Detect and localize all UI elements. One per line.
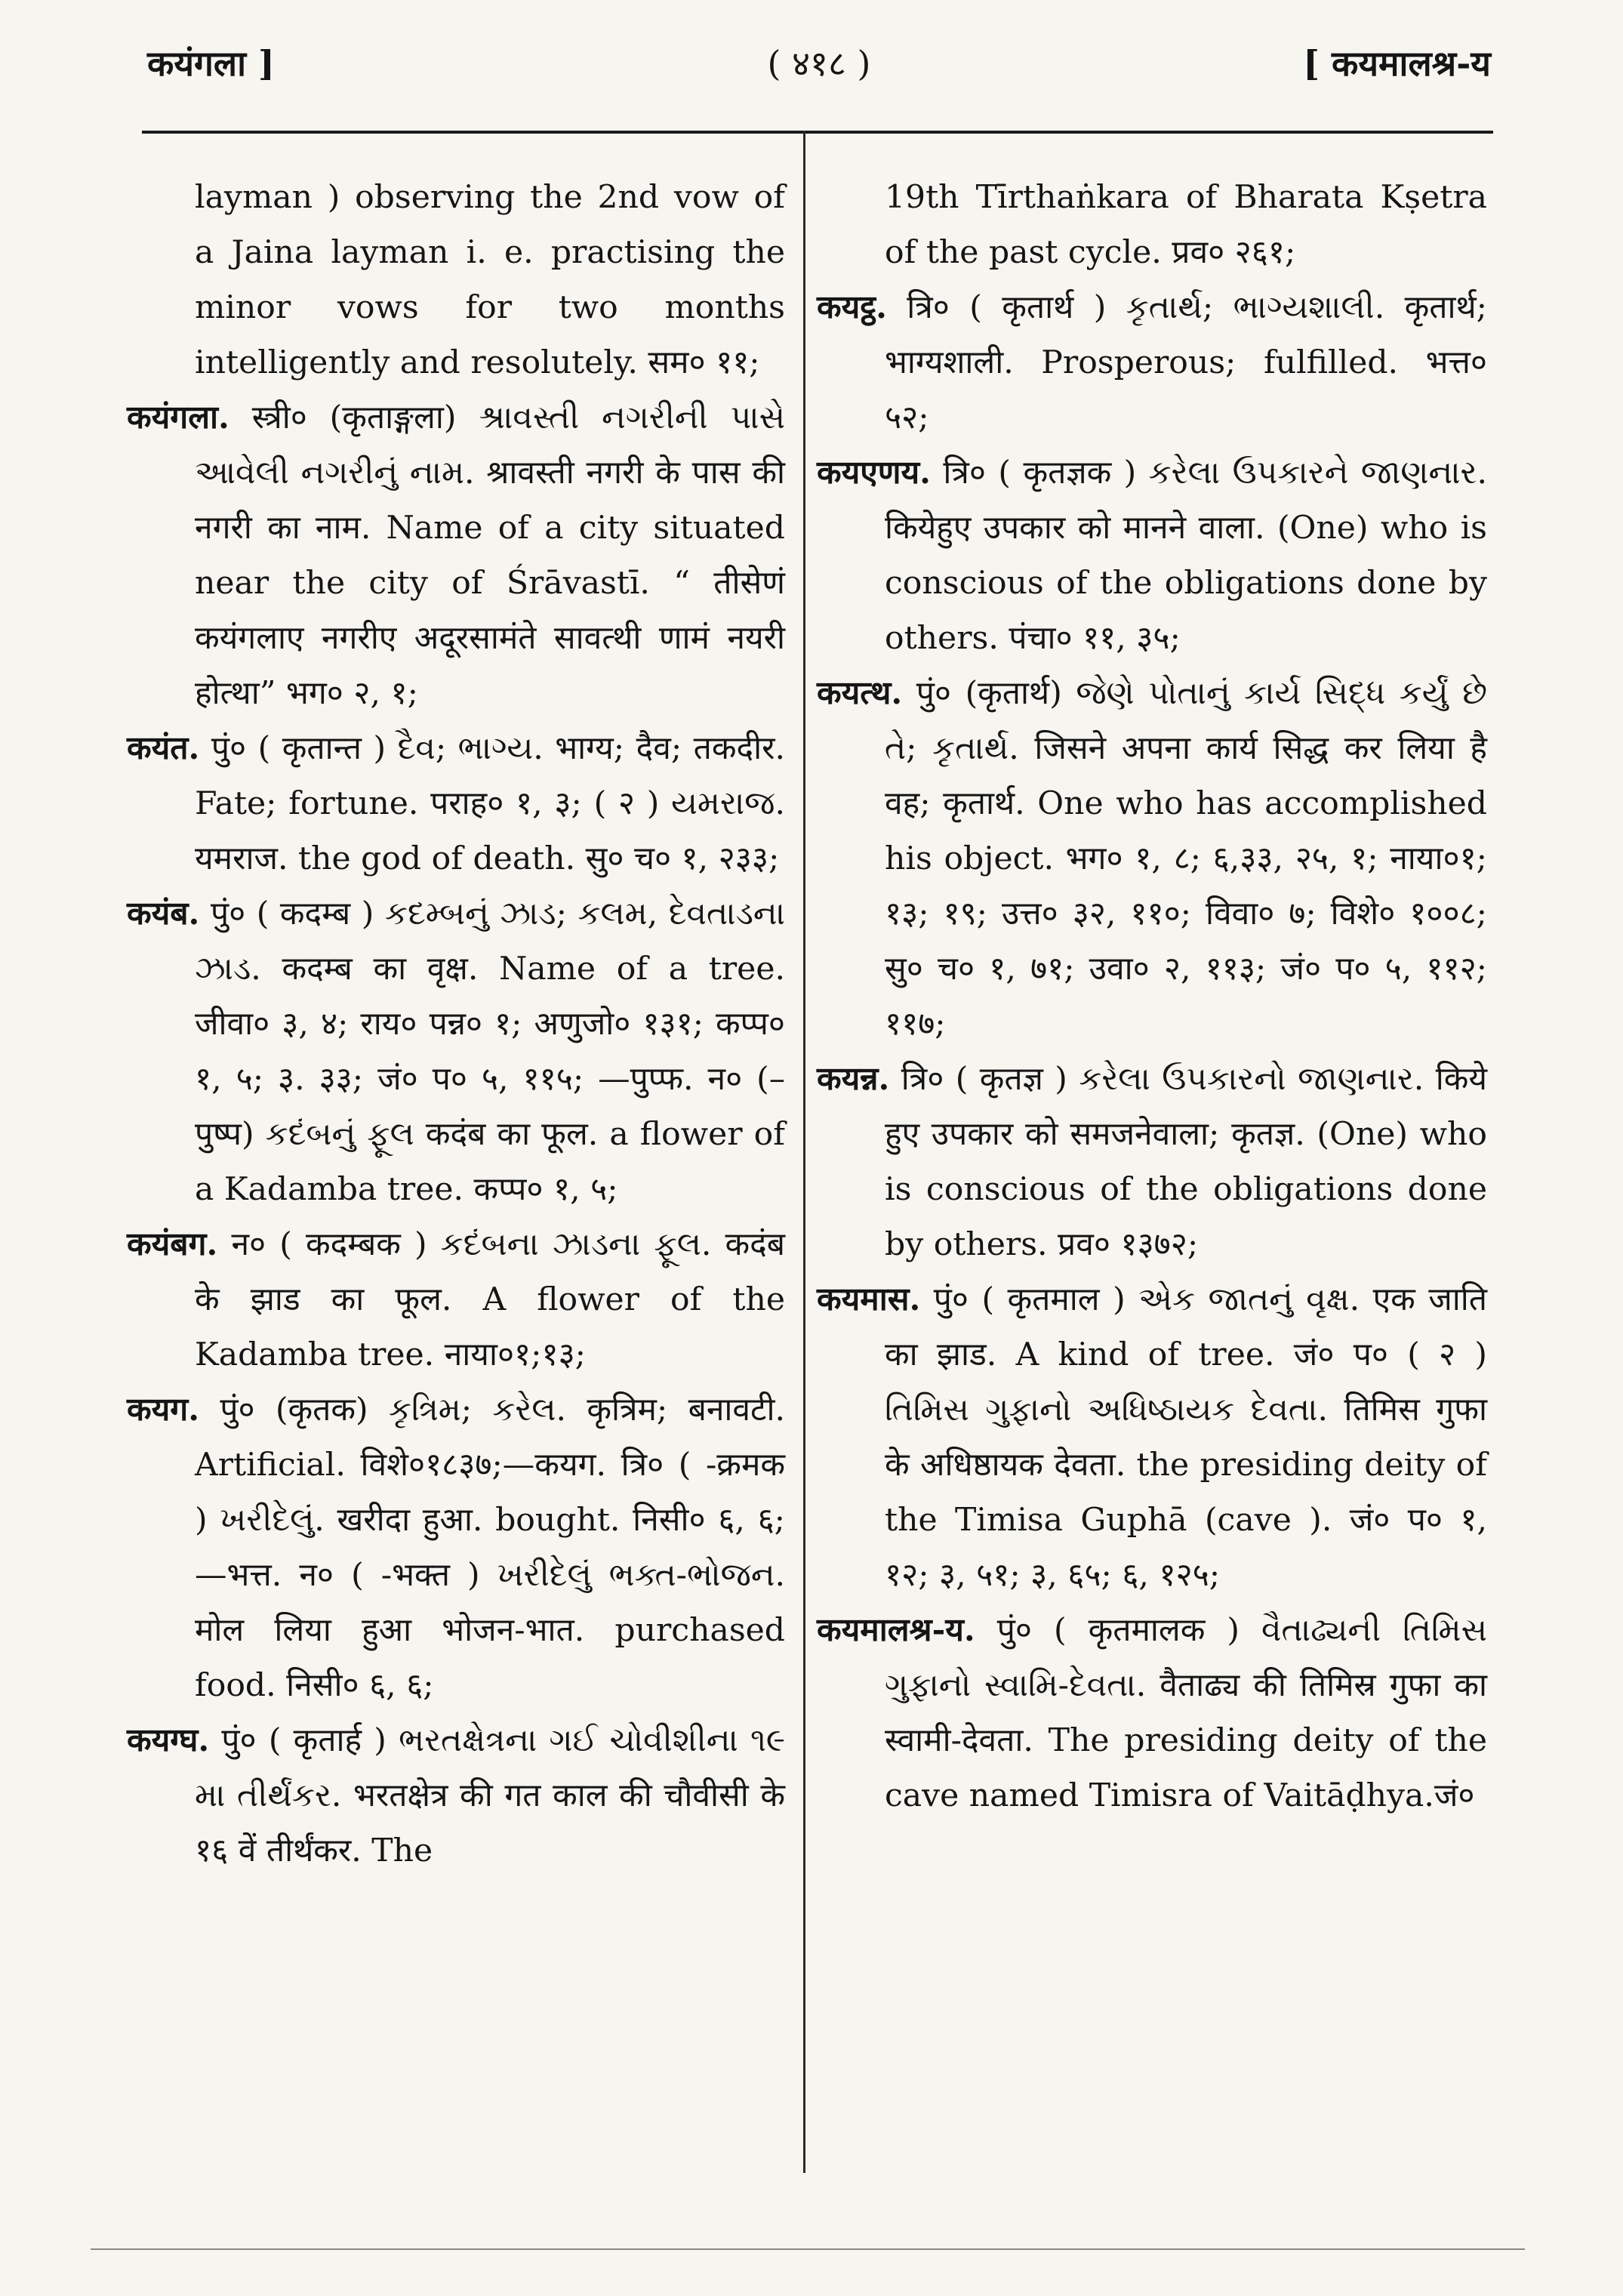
entry-definition: त्रि० ( कृतार्थ ) કૃતાર્થ; ભાગ્યશાલી. कृतार्थ; भाग्यशाली. Prosperous; fulfilled. भत्त० ५२; — [885, 289, 1487, 436]
header-left-guide-word: कयंगला ] — [147, 43, 275, 84]
entry-headword: कयमालश्र-य. — [817, 1611, 975, 1649]
dictionary-entry — [127, 1382, 785, 1713]
entry-headword: कयमास. — [817, 1281, 921, 1318]
entry-headword: कयंबग. — [127, 1225, 218, 1263]
entry-definition: पुं० ( कृतमाल ) એક જાતનું વૃક્ષ. एक जाति का झाड. A kind of tree. जं० प० ( २ ) તિમિસ ગુફાનો અધિષ્ઠાયક દેવતા. तिमिस गुफा के अधिष्ठायक देवता. the presiding deity of the Timisa Guphā (cave ). जं० प० १, १२; ३, ५१; ३, ६५; ६, १२५; — [885, 1281, 1487, 1594]
dictionary-entry — [817, 280, 1487, 445]
dictionary-entry — [127, 1713, 785, 1878]
entry-definition: स्त्री० (कृताङ्गला) શ્રાવસ્તી નગરીની પાસે આવેલી નગરીનું નામ. श्रावस्ती नगरी के पास की नगरी का नाम. Name of a city situated near the city of Śrāvastī. “ तीसेणं कयंगलाए नगरीए अदूरसामंते सावत्थी णामं नयरी होत्था” भग० २, १; — [195, 399, 785, 712]
continuation-text: layman ) observing the 2nd vow of a Jaina layman i. e. practising the minor vows for two months intelligently and resolutely. सम० ११; — [195, 179, 785, 381]
entry-definition: पुं० ( कृतान्त ) દૈવ; ભાગ્ય. भाग्य; दैव; तकदीर. Fate; fortune. पराह० १, ३; ( २ ) યમરાજ. यमराज. the god of death. सु० च० १, २३३; — [195, 730, 786, 877]
header-right-guide-word: [ कयमालश्र-य — [1303, 43, 1491, 84]
dictionary-entry — [817, 1052, 1487, 1272]
entry-definition: पुं० ( कृतमालक ) વૈતાઢ્યની તિમિસ ગુફાનો સ્વામિ-દેવતા. वैताढ्य की तिमिस्र गुफा का स्वामी-देवता. The presiding deity of the cave named Timisra of Vaitāḍhya.जं० — [885, 1612, 1487, 1814]
page-header — [147, 39, 1491, 94]
right-column — [817, 170, 1487, 1823]
entry-definition: पुं० ( कदम्ब ) કદમ્બનું ઝાડ; કલમ, દેવતાડના ઝાડ. कदम्ब का वृक्ष. Name of a tree. जीवा० ३, ४; राय० पन्न० १; अणुजो० १३१; कप्प० १, ५; ३. ३३; जं० प० ५, ११५; —पुप्फ. न० (–पुष्प) કદંબનું ફૂલ कदंब का फूल. a flower of a Kadamba tree. कप्प० १, ५; — [195, 895, 785, 1208]
dictionary-entry — [817, 1272, 1487, 1603]
entry-definition: त्रि० ( कृतज्ञक ) કરેલા ઉપકારને જાણનાર. कियेहुए उपकार को मानने वाला. (One) who is conscious of the obligations done by others. पंचा० ११, ३५; — [885, 455, 1487, 657]
entry-headword: कयट्ठ. — [817, 288, 887, 326]
entry-definition: त्रि० ( कृतज्ञ ) કરેલા ઉપકારનો જાણનાર. किये हुए उपकार को समजनेवाला; कृतज्ञ. (One) who is conscious of the obligations done by others. प्रव० १३७२; — [885, 1061, 1487, 1263]
dictionary-entry — [817, 666, 1487, 1052]
entry-headword: कयन्न. — [817, 1060, 890, 1098]
entry-definition: पुं० (कृतार्थ) જેણે પોતાનું કાર્ય સિદ્ધ કર્યું છે તે; કૃતાર્થ. जिसने अपना कार्य सिद्ध कर लिया है वह; कृतार्थ. One who has accomplished his object. भग० १, ८; ६,३३, २५, १; नाया०१; १३; १९; उत्त० ३२, ११०; विवा० ७; विशे० १००८; सु० च० १, ७१; उवा० २, ११३; जं० प० ५, ११२; ११७; — [885, 675, 1487, 1043]
entry-headword: कयग. — [127, 1391, 200, 1428]
dictionary-entry — [817, 1603, 1487, 1823]
dictionary-entry — [127, 390, 785, 721]
entry-headword: कयंत. — [127, 729, 200, 767]
entry-headword: कयएणय. — [817, 454, 931, 492]
entry-definition: न० ( कदम्बक ) કદંબના ઝાડના ફૂલ. कदंब के झाड का फूल. A flower of the Kadamba tree. नाया०१;१३; — [195, 1226, 786, 1373]
entry-definition: पुं० (कृतक) કૃત્રિમ; કરેલ. कृत्रिम; बनावटी. Artificial. विशे०१८३७;—कयग. त्रि० ( -क्रमक ) ખરીદેલું. खरीदा हुआ. bought. निसी० ६, ६; —भत्त. न० ( -भक्त ) ખરીદેલું ભક્ત-ભોજન. मोल लिया हुआ भोजन-भात. purchased food. निसी० ६, ६; — [195, 1391, 785, 1704]
page-number: ( ४१८ ) — [767, 43, 871, 84]
entry-headword: कयंगला. — [127, 399, 229, 436]
dictionary-entry — [817, 445, 1487, 666]
entry-headword: कयंब. — [127, 895, 200, 932]
footer-rule — [91, 2248, 1525, 2250]
dictionary-entry — [127, 886, 785, 1217]
dictionary-entry — [127, 721, 785, 886]
dictionary-entry — [127, 1217, 785, 1382]
entry-headword: कयत्थ. — [817, 674, 903, 712]
entry-headword: कयग्घ. — [127, 1721, 210, 1759]
header-rule — [142, 131, 1493, 134]
continuation-text: 19th Tīrthaṅkara of Bharata Kṣetra of the past cycle. प्रव० २६१; — [885, 179, 1487, 271]
column-divider — [803, 131, 805, 2173]
entry-definition: पुं० ( कृतार्ह ) ભરતક્ષેત્રના ગઈ ચોવીશીના ૧૯ મા તીર્થંકર. भरतक्षेत्र की गत काल की चौवीसी के १६ वें तीर्थंकर. The — [195, 1722, 785, 1869]
left-column — [127, 170, 785, 1878]
